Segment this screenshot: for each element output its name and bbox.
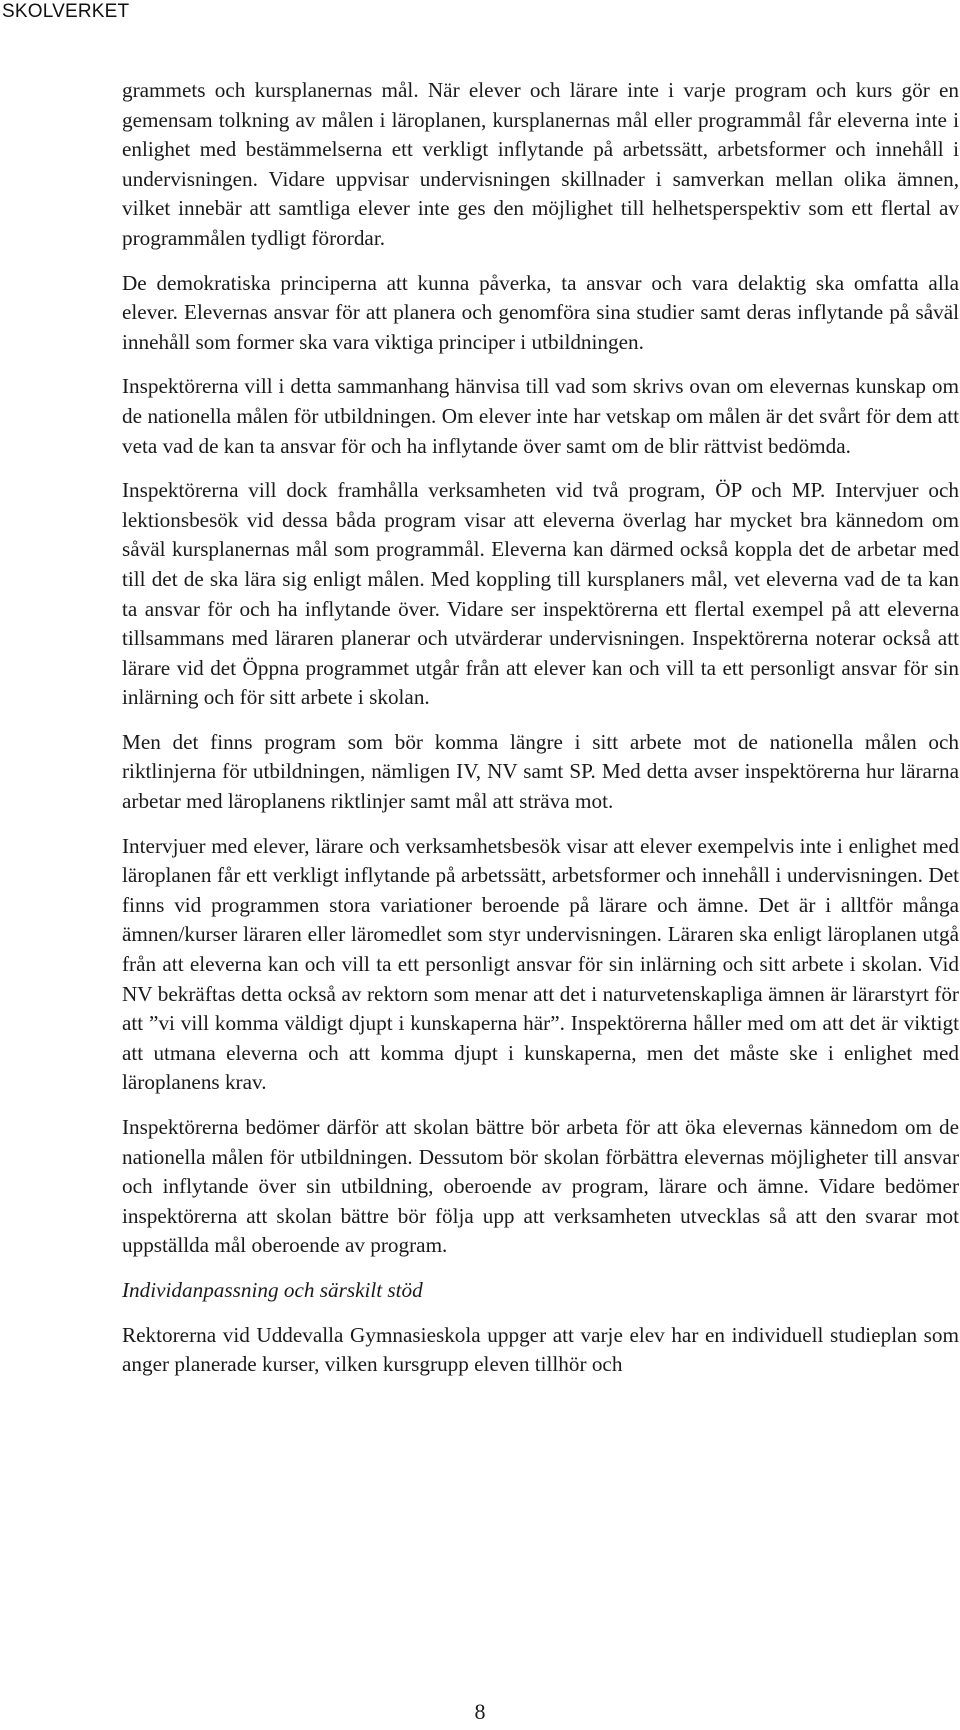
paragraph: Intervjuer med elever, lärare och verksamhetsbesök visar att elever exempelvis inte i enlighet med läroplanen får ett verkligt inflytande på arbetssätt, arbetsformer och innehåll i undervisningen. Det finns vid programmen stora variationer beroende på lärare och ämne. Det är i alltför många ämnen/kurser läraren eller läromedlet som styr undervisningen. Läraren ska enligt läroplanen utgå från att eleverna kan och vill ta ett personligt ansvar för sin inlärning och sitt arbete i skolan. Vid NV bekräftas detta också av rektorn som menar att det i naturvetenskapliga ämnen är lärarstyrt för att ”vi vill komma väldigt djupt i kunskaperna här”. Inspektörerna håller med om att det är viktigt att utmana eleverna och att komma djupt i kunskaperna, men det måste ske i enlighet med läroplanens krav. [122, 833, 959, 1095]
paragraph: Rektorerna vid Uddevalla Gymnasieskola uppger att varje elev har en individuell studieplan som anger planerade kurser, vilken kursgrupp eleven tillhör och [122, 1322, 959, 1377]
paragraph: De demokratiska principerna att kunna påverka, ta ansvar och vara delaktig ska omfatta alla elever. Elevernas ansvar för att planera och genomföra sina studier samt deras inflytande på såväl innehåll som former ska vara viktiga principer i utbildningen. [122, 270, 959, 354]
paragraph: Men det finns program som bör komma längre i sitt arbete mot de nationella målen och riktlinjerna för utbildningen, nämligen IV, NV samt SP. Med detta avser inspektörerna hur lärarna arbetar med läroplanens riktlinjer samt mål att sträva mot. [122, 729, 959, 814]
document-body [122, 76, 959, 1395]
page-header [0, 0, 960, 24]
paragraph: grammets och kursplanernas mål. När elever och lärare inte i varje program och kurs gör en gemensam tolkning av målen i läroplanen, kursplanernas mål eller programmål får eleverna inte i enlighet med bestämmelserna ett verkligt inflytande på arbetssätt, arbetsformer och innehåll i undervisningen. Vidare uppvisar undervisningen skillnader i samverkan mellan olika ämnen, vilket innebär att samtliga elever inte ges den möjlighet till helhetsperspektiv som ett flertal av programmålen tydligt förordar. [122, 78, 959, 250]
paragraph: Inspektörerna vill i detta sammanhang hänvisa till vad som skrivs ovan om elevernas kunskap om de nationella målen för utbildningen. Om elever inte har vetskap om målen är det svårt för dem att veta vad de kan ta ansvar för och ha inflytande över samt om de blir rättvist bedömda. [122, 374, 959, 458]
header-title: SKOLVERKET [2, 1, 130, 22]
page-number: 8 [474, 1699, 486, 1724]
section-subheading: Individanpassning och särskilt stöd [122, 1277, 423, 1302]
paragraph: Inspektörerna bedömer därför att skolan bättre bör arbeta för att öka elevernas kännedom om de nationella målen för utbildningen. Dessutom bör skolan förbättra elevernas möjligheter till ansvar och inflytande över sin utbildning, oberoende av program, lärare och ämne. Vidare bedömer inspektörerna att skolan bättre bör följa upp att verksamheten utvecklas så att den svarar mot uppställda mål oberoende av program. [122, 1115, 959, 1258]
paragraph: Inspektörerna vill dock framhålla verksamheten vid två program, ÖP och MP. Intervjuer och lektionsbesök vid dessa båda program visar att eleverna överlag har mycket bra kännedom om såväl kursplanernas mål som programmål. Eleverna kan därmed också koppla det de arbetar med till det de ska lära sig enligt målen. Med koppling till kursplaners mål, vet eleverna vad de ta kan ta ansvar för och ha inflytande över. Vidare ser inspektörerna ett flertal exempel på att eleverna tillsammans med läraren planerar och utvärderar undervisningen. Inspektörerna noterar också att lärare vid det Öppna programmet utgår från att elever kan och vill ta ett personligt ansvar för sin inlärning och för sitt arbete i skolan. [122, 478, 959, 710]
